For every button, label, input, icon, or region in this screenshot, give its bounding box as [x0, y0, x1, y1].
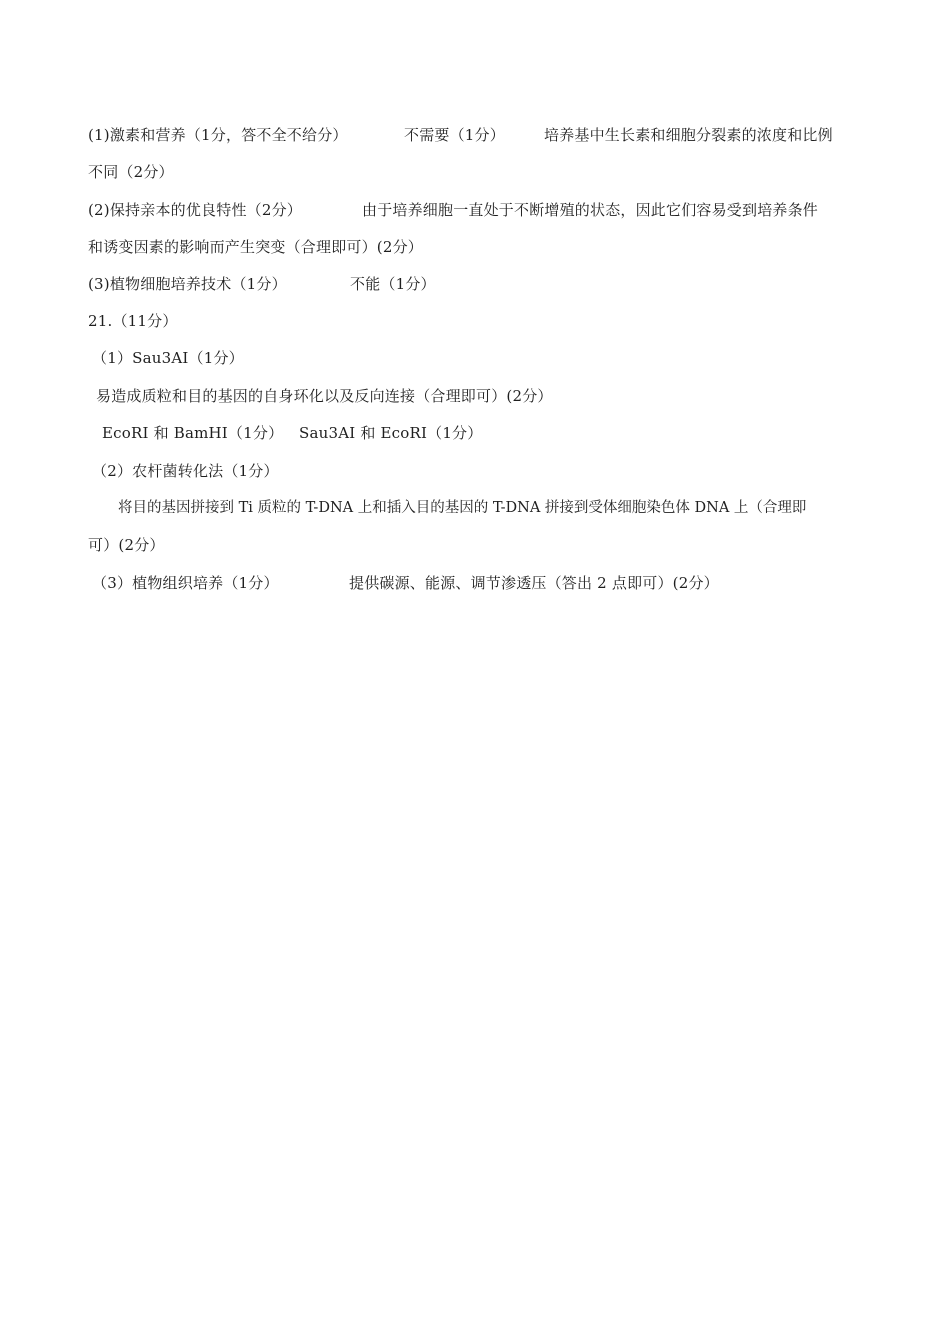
q21-part2-line1 [92, 461, 279, 481]
q21-heading [88, 311, 178, 331]
q20-part2-line2 [88, 237, 423, 257]
q20-part1-answer-c-cont: 不同（2分） [88, 163, 174, 181]
q20-part1-answer-a: (1)激素和营养（1分，答不全不给分） [88, 126, 348, 144]
q20-part1-answer-b: 不需要（1分） [404, 126, 505, 144]
q20-part2-answer-a: (2)保持亲本的优良特性（2分） [88, 201, 302, 219]
q21-part1-answer-c2: Sau3AI 和 EcoRI（1分） [299, 424, 483, 442]
q21-part1-line2 [96, 386, 553, 406]
q21-part2-answer-a: （2）农杆菌转化法（1分） [92, 462, 279, 480]
q21-part2-answer-b-cont: 可）(2分） [88, 536, 165, 554]
q20-part1-answer-c: 培养基中生长素和细胞分裂素的浓度和比例 [544, 126, 833, 144]
q21-heading-text: 21.（11分） [88, 312, 178, 330]
q21-part3-answer-b: 提供碳源、能源、调节渗透压（答出 2 点即可）(2分） [349, 574, 719, 592]
q21-part2-line3 [88, 535, 165, 555]
q21-part1-answer-c1: EcoRI 和 BamHⅠ（1分） [102, 424, 284, 442]
q21-part1-line1 [92, 348, 244, 368]
q21-part1-answer-a: （1）Sau3AⅠ（1分） [92, 349, 244, 367]
q21-part1-answer-b: 易造成质粒和目的基因的自身环化以及反向连接（合理即可）(2分） [96, 387, 553, 405]
q20-part2-answer-b: 由于培养细胞一直处于不断增殖的状态，因此它们容易受到培养条件 [362, 201, 819, 219]
q20-part3-answer-a: (3)植物细胞培养技术（1分） [88, 275, 287, 293]
q21-part3-answer-a: （3）植物组织培养（1分） [92, 574, 279, 592]
q21-part2-answer-b: 将目的基因拼接到 Ti 质粒的 T-DNA 上和插入目的基因的 T-DNA 拼接到受体细胞染色体 DNA 上（合理即 [118, 500, 807, 516]
q20-part1-line2 [88, 162, 174, 182]
q21-part2-line2 [118, 498, 806, 518]
q20-part3-answer-b: 不能（1分） [350, 275, 436, 293]
q20-part2-answer-b-cont: 和诱变因素的影响而产生突变（合理即可）(2分） [88, 238, 423, 256]
